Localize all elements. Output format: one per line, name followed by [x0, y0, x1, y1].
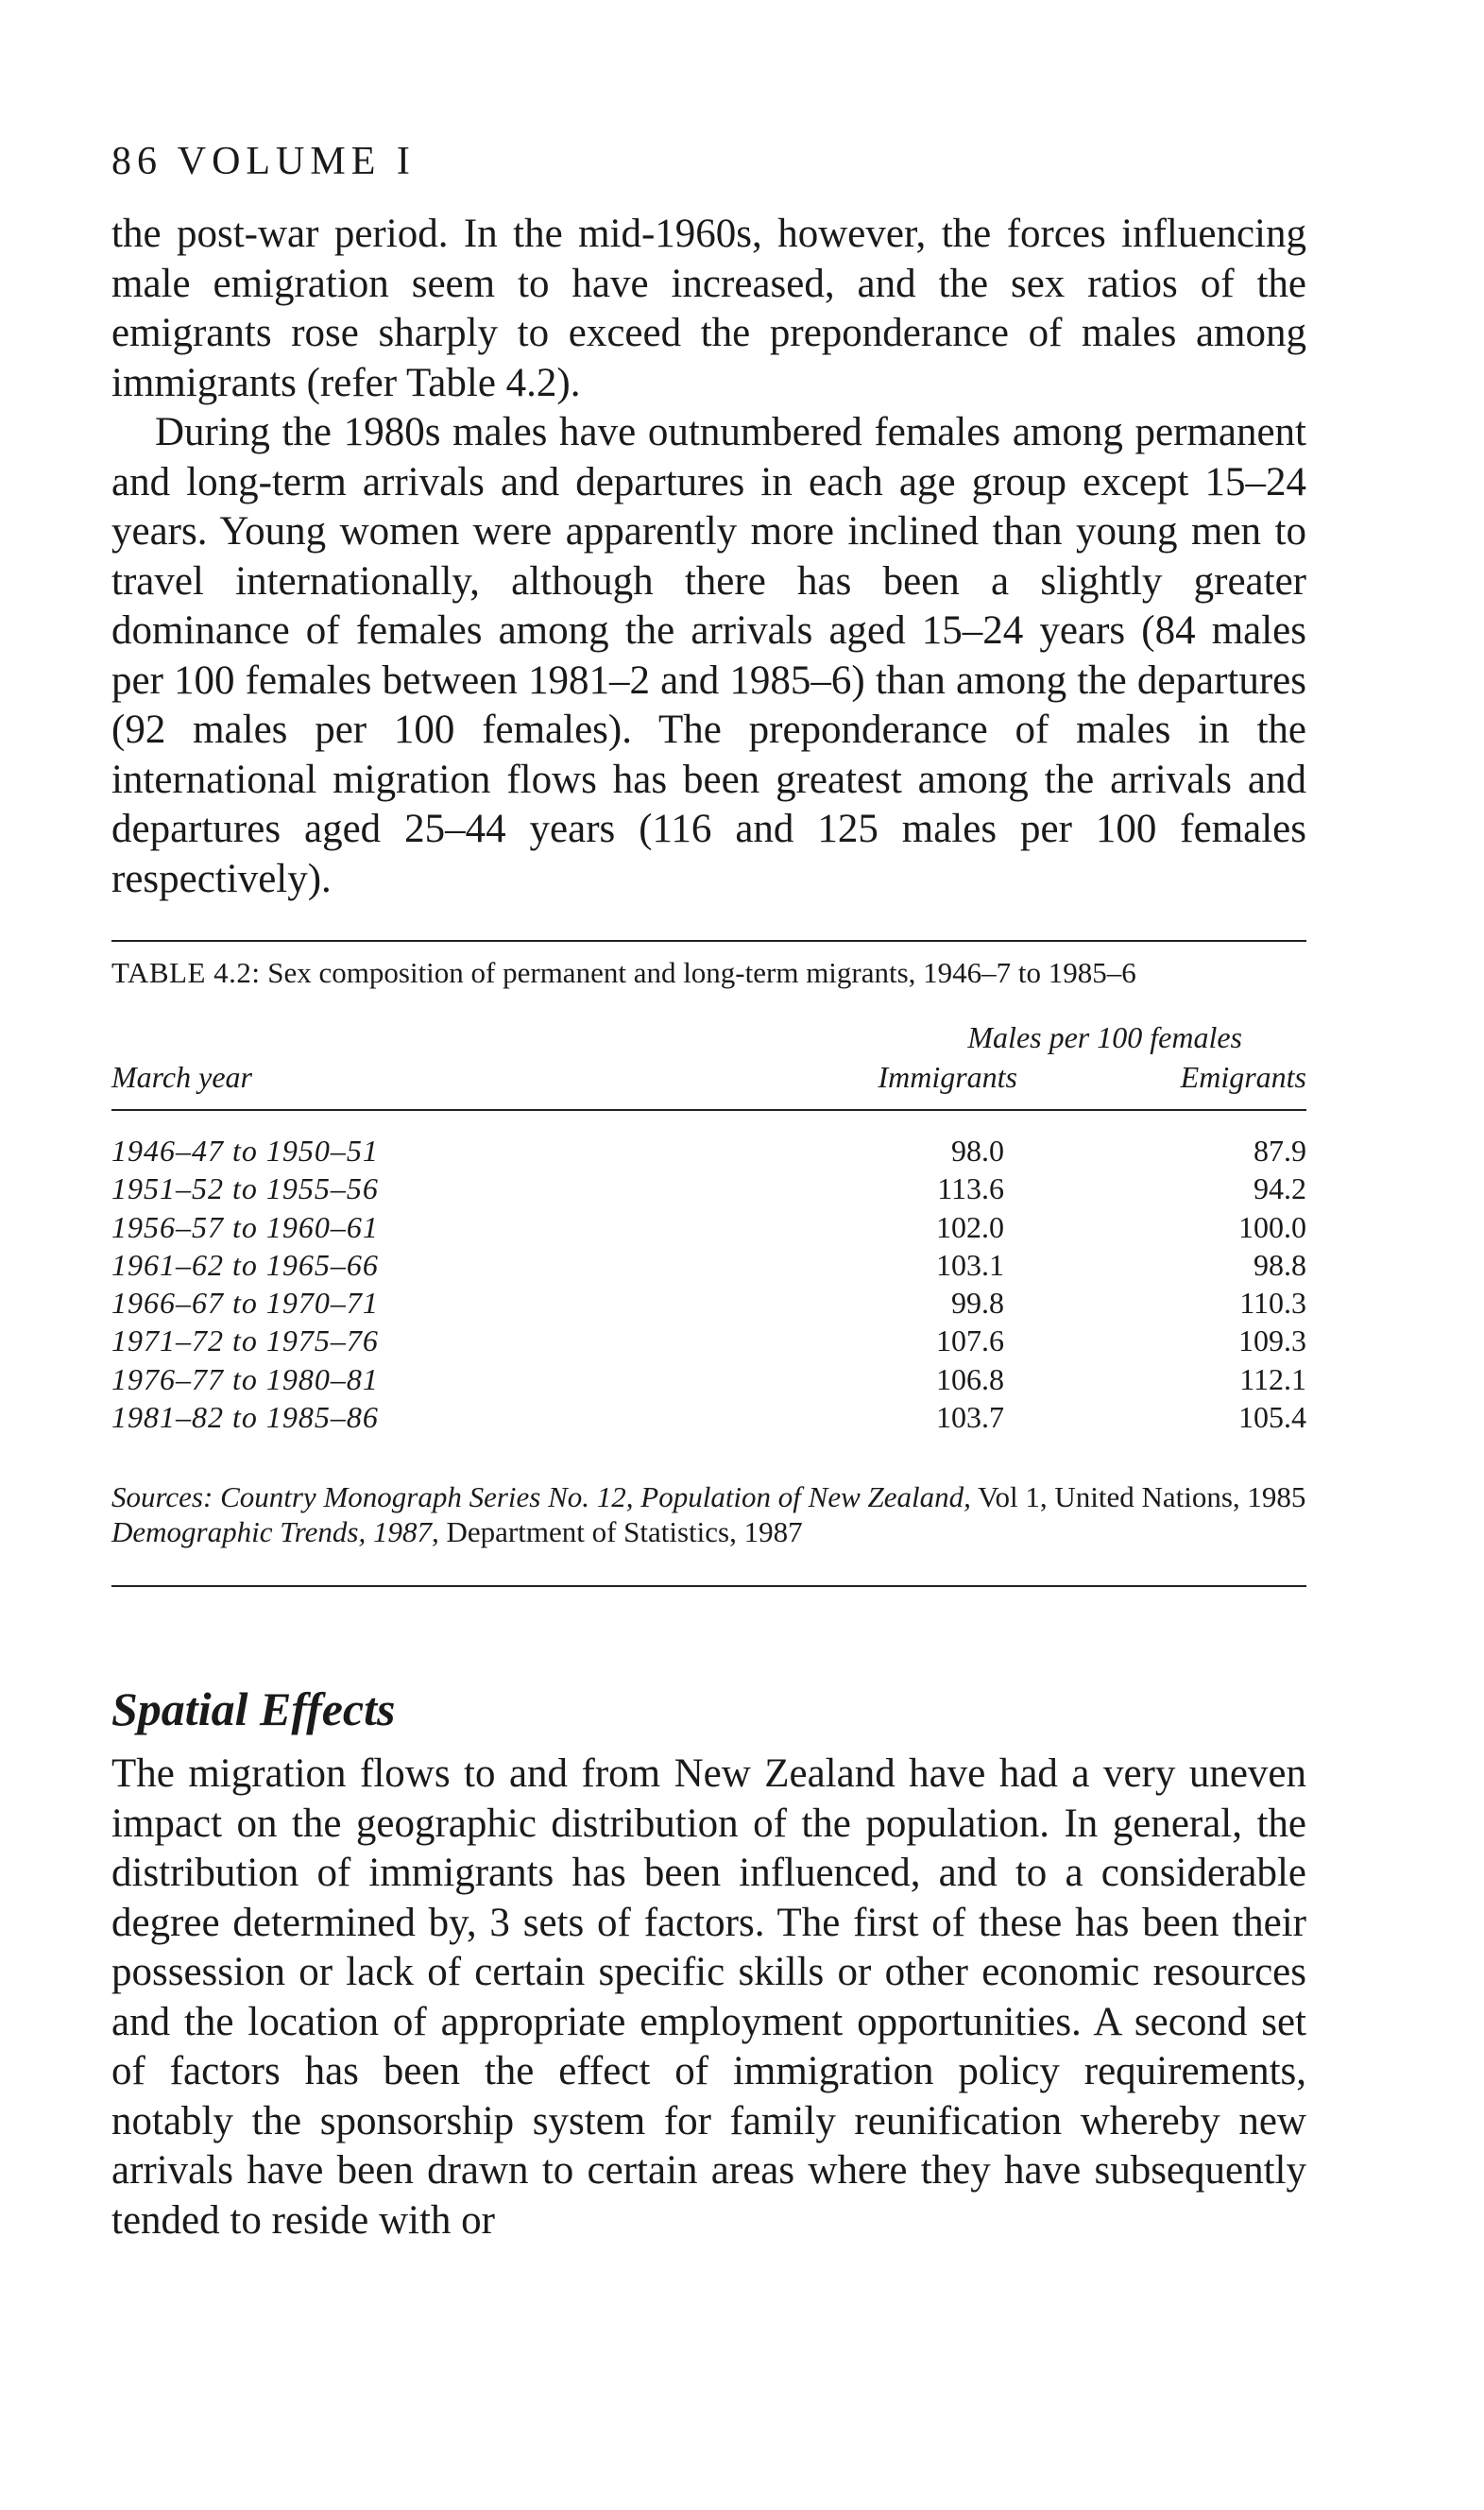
table-row	[111, 1360, 1306, 1398]
table-col-header-emigrants: Emigrants	[1180, 1060, 1306, 1094]
table-row	[111, 1132, 1306, 1170]
table-4-2	[111, 940, 1306, 1587]
table-header	[111, 998, 1306, 1109]
table-cell-emigrants: 105.4	[1238, 1400, 1306, 1435]
table-group-header: Males per 100 females	[967, 1020, 1242, 1054]
table-cell-emigrants: 112.1	[1239, 1361, 1306, 1396]
table-cell-year: 1966–67 to 1970–71	[111, 1286, 379, 1321]
table-cell-immigrants: 103.7	[936, 1400, 1004, 1435]
table-cell-immigrants: 106.8	[936, 1361, 1004, 1396]
section-heading: Spatial Effects	[111, 1682, 396, 1736]
source-1-title: Country Monograph Series No. 12, Population of New Zealand,	[220, 1480, 971, 1514]
book-page	[111, 142, 1306, 2245]
table-cell-immigrants: 102.0	[936, 1209, 1004, 1244]
table-col-header-year: March year	[111, 1060, 252, 1094]
table-cell-year: 1961–62 to 1965–66	[111, 1247, 379, 1282]
running-head: 86 VOLUME I	[111, 140, 416, 183]
table-cell-year: 1946–47 to 1950–51	[111, 1134, 379, 1168]
table-header-rule	[111, 1109, 1306, 1111]
table-cell-year: 1981–82 to 1985–86	[111, 1400, 379, 1435]
table-cell-immigrants: 98.0	[951, 1134, 1004, 1168]
body-paragraph-3: The migration flows to and from New Zealand have had a very uneven impact on the geographic distribution of the population. In general, the distribution of immigrants has been influenced, and to a considerable degree determined by, 3 sets of factors. The first of these has been their possession or lack of certain specific skills or other economic resources and the location of appropriate employment opportunities. A second set of factors has been the effect of immigration policy requirements, notably the sponsorship system for family reunification whereby new arrivals have been drawn to certain areas where they have subsequently tended to reside with or	[111, 1751, 1306, 2243]
table-cell-emigrants: 100.0	[1238, 1209, 1306, 1244]
body-paragraph-1: the post-war period. In the mid-1960s, however, the forces influencing male emigration seem to have increased, and the sex ratios of the emigrants rose sharply to exceed the preponderance of males among immigrants (refer Table 4.2).	[111, 212, 1306, 405]
table-cell-immigrants: 107.6	[936, 1323, 1004, 1358]
table-row	[111, 1170, 1306, 1207]
source-1-rest: Vol 1, United Nations, 1985	[978, 1480, 1306, 1514]
table-cell-year: 1971–72 to 1975–76	[111, 1323, 379, 1358]
source-line-1	[111, 1479, 1306, 1514]
table-cell-emigrants: 110.3	[1239, 1286, 1306, 1321]
table-top-rule	[111, 940, 1306, 942]
table-cell-emigrants: 109.3	[1238, 1323, 1306, 1358]
source-line-2	[111, 1514, 1306, 1549]
table-cell-emigrants: 87.9	[1254, 1134, 1306, 1168]
table-caption-label: TABLE 4.2:	[111, 956, 261, 989]
table-row	[111, 1284, 1306, 1322]
table-cell-year: 1956–57 to 1960–61	[111, 1209, 379, 1244]
table-row	[111, 1322, 1306, 1359]
source-label: Sources:	[111, 1480, 213, 1514]
table-col-header-immigrants: Immigrants	[878, 1060, 1017, 1094]
table-caption	[111, 955, 1306, 990]
table-body	[111, 1132, 1306, 1436]
table-cell-year: 1976–77 to 1980–81	[111, 1361, 379, 1396]
table-bottom-rule	[111, 1585, 1306, 1587]
table-cell-emigrants: 98.8	[1254, 1247, 1306, 1282]
table-cell-immigrants: 99.8	[951, 1286, 1004, 1321]
table-row	[111, 1208, 1306, 1246]
table-caption-text: Sex composition of permanent and long-term migrants, 1946–7 to 1985–6	[267, 956, 1136, 989]
table-cell-year: 1951–52 to 1955–56	[111, 1171, 379, 1206]
source-2-title: Demographic Trends, 1987,	[111, 1515, 439, 1549]
table-row	[111, 1246, 1306, 1284]
table-cell-immigrants: 103.1	[936, 1247, 1004, 1282]
source-2-rest: Department of Statistics, 1987	[446, 1515, 803, 1549]
table-row	[111, 1398, 1306, 1436]
table-cell-immigrants: 113.6	[937, 1171, 1004, 1206]
table-cell-emigrants: 94.2	[1254, 1171, 1306, 1206]
body-paragraph-2: During the 1980s males have outnumbered females among permanent and long-term arrivals and departures in each age group except 15–24 years. Young women were apparently more inclined than young men to travel internationally, although there has been a slightly greater dominance of females among the arrivals aged 15–24 years (84 males per 100 females between 1981–2 and 1985–6) than among the departures (92 males per 100 females). The preponderance of males in the international migration flows has been greatest among the arrivals and departures aged 25–44 years (116 and 125 males per 100 females respectively).	[111, 410, 1306, 901]
table-sources	[111, 1479, 1306, 1549]
